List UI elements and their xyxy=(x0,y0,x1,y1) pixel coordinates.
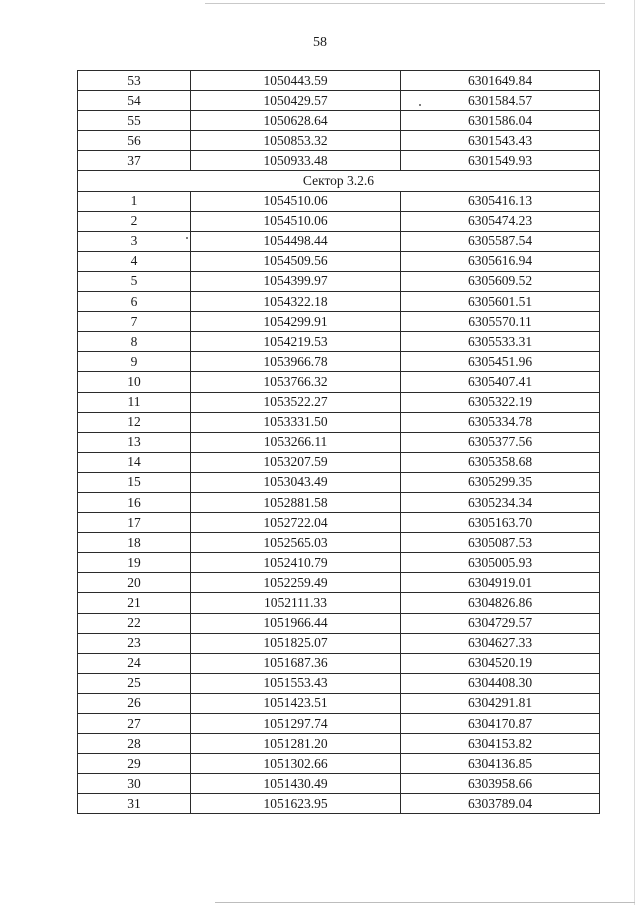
x-coordinate-cell: 1054219.53 xyxy=(191,332,401,352)
table-row xyxy=(78,392,600,412)
table-row xyxy=(78,593,600,613)
section-row xyxy=(78,171,600,191)
x-coordinate-cell: 1051430.49 xyxy=(191,774,401,794)
y-coordinate-cell: 6301543.43 xyxy=(401,131,600,151)
point-number-cell: 20 xyxy=(78,573,191,593)
table-row xyxy=(78,332,600,352)
point-number-cell: 19 xyxy=(78,553,191,573)
point-number-cell: 18 xyxy=(78,533,191,553)
point-number-cell: 30 xyxy=(78,774,191,794)
y-coordinate-cell: 6303958.66 xyxy=(401,774,600,794)
table-row xyxy=(78,131,600,151)
point-number-cell: 6 xyxy=(78,292,191,312)
x-coordinate-cell: 1051553.43 xyxy=(191,673,401,693)
y-coordinate-cell: 6304136.85 xyxy=(401,754,600,774)
table-row xyxy=(78,271,600,291)
section-title: Сектор 3.2.6 xyxy=(78,171,600,191)
rows-before xyxy=(78,71,600,171)
point-number-cell: 22 xyxy=(78,613,191,633)
point-number-cell: 7 xyxy=(78,312,191,332)
x-coordinate-cell: 1050853.32 xyxy=(191,131,401,151)
scan-speck xyxy=(186,237,188,239)
point-number-cell: 9 xyxy=(78,352,191,372)
y-coordinate-cell: 6305334.78 xyxy=(401,412,600,432)
point-number-cell: 1 xyxy=(78,191,191,211)
point-number-cell: 54 xyxy=(78,91,191,111)
table-row xyxy=(78,693,600,713)
y-coordinate-cell: 6304627.33 xyxy=(401,633,600,653)
x-coordinate-cell: 1054299.91 xyxy=(191,312,401,332)
y-coordinate-cell: 6305358.68 xyxy=(401,452,600,472)
table-row xyxy=(78,452,600,472)
table-row xyxy=(78,513,600,533)
y-coordinate-cell: 6305616.94 xyxy=(401,251,600,271)
scan-speck xyxy=(419,104,421,106)
table-row xyxy=(78,312,600,332)
table-row xyxy=(78,71,600,91)
x-coordinate-cell: 1050429.57 xyxy=(191,91,401,111)
y-coordinate-cell: 6304153.82 xyxy=(401,734,600,754)
section-header-group xyxy=(78,171,600,191)
table-row xyxy=(78,734,600,754)
x-coordinate-cell: 1054510.06 xyxy=(191,191,401,211)
table-row xyxy=(78,553,600,573)
point-number-cell: 27 xyxy=(78,714,191,734)
point-number-cell: 53 xyxy=(78,71,191,91)
y-coordinate-cell: 6301549.93 xyxy=(401,151,600,171)
table-row xyxy=(78,633,600,653)
point-number-cell: 4 xyxy=(78,251,191,271)
table-row xyxy=(78,111,600,131)
table-row xyxy=(78,231,600,251)
point-number-cell: 16 xyxy=(78,492,191,512)
x-coordinate-cell: 1050628.64 xyxy=(191,111,401,131)
table-row xyxy=(78,533,600,553)
x-coordinate-cell: 1051687.36 xyxy=(191,653,401,673)
page-edge-bottom xyxy=(215,902,635,903)
y-coordinate-cell: 6301584.57 xyxy=(401,91,600,111)
point-number-cell: 14 xyxy=(78,452,191,472)
x-coordinate-cell: 1053331.50 xyxy=(191,412,401,432)
y-coordinate-cell: 6305474.23 xyxy=(401,211,600,231)
table-row xyxy=(78,754,600,774)
x-coordinate-cell: 1051825.07 xyxy=(191,633,401,653)
x-coordinate-cell: 1053522.27 xyxy=(191,392,401,412)
y-coordinate-cell: 6305587.54 xyxy=(401,231,600,251)
table-row xyxy=(78,91,600,111)
y-coordinate-cell: 6304170.87 xyxy=(401,714,600,734)
x-coordinate-cell: 1052722.04 xyxy=(191,513,401,533)
page-edge-top xyxy=(205,3,605,4)
x-coordinate-cell: 1052565.03 xyxy=(191,533,401,553)
point-number-cell: 13 xyxy=(78,432,191,452)
y-coordinate-cell: 6304408.30 xyxy=(401,673,600,693)
point-number-cell: 31 xyxy=(78,794,191,814)
table-row xyxy=(78,352,600,372)
point-number-cell: 3 xyxy=(78,231,191,251)
x-coordinate-cell: 1053766.32 xyxy=(191,372,401,392)
point-number-cell: 37 xyxy=(78,151,191,171)
point-number-cell: 25 xyxy=(78,673,191,693)
x-coordinate-cell: 1054498.44 xyxy=(191,231,401,251)
y-coordinate-cell: 6305407.41 xyxy=(401,372,600,392)
y-coordinate-cell: 6305087.53 xyxy=(401,533,600,553)
table-row xyxy=(78,613,600,633)
y-coordinate-cell: 6305533.31 xyxy=(401,332,600,352)
y-coordinate-cell: 6303789.04 xyxy=(401,794,600,814)
y-coordinate-cell: 6304919.01 xyxy=(401,573,600,593)
x-coordinate-cell: 1054322.18 xyxy=(191,292,401,312)
table-row xyxy=(78,714,600,734)
x-coordinate-cell: 1051297.74 xyxy=(191,714,401,734)
point-number-cell: 10 xyxy=(78,372,191,392)
x-coordinate-cell: 1053207.59 xyxy=(191,452,401,472)
point-number-cell: 12 xyxy=(78,412,191,432)
x-coordinate-cell: 1050933.48 xyxy=(191,151,401,171)
table-row xyxy=(78,211,600,231)
table-row xyxy=(78,372,600,392)
table-row xyxy=(78,432,600,452)
y-coordinate-cell: 6305005.93 xyxy=(401,553,600,573)
x-coordinate-cell: 1053266.11 xyxy=(191,432,401,452)
y-coordinate-cell: 6305163.70 xyxy=(401,513,600,533)
point-number-cell: 28 xyxy=(78,734,191,754)
x-coordinate-cell: 1052259.49 xyxy=(191,573,401,593)
table-row xyxy=(78,472,600,492)
table-row xyxy=(78,573,600,593)
y-coordinate-cell: 6305377.56 xyxy=(401,432,600,452)
point-number-cell: 17 xyxy=(78,513,191,533)
x-coordinate-cell: 1050443.59 xyxy=(191,71,401,91)
x-coordinate-cell: 1054509.56 xyxy=(191,251,401,271)
y-coordinate-cell: 6304729.57 xyxy=(401,613,600,633)
x-coordinate-cell: 1053966.78 xyxy=(191,352,401,372)
point-number-cell: 55 xyxy=(78,111,191,131)
y-coordinate-cell: 6305570.11 xyxy=(401,312,600,332)
table-row xyxy=(78,492,600,512)
y-coordinate-cell: 6305451.96 xyxy=(401,352,600,372)
point-number-cell: 21 xyxy=(78,593,191,613)
y-coordinate-cell: 6305299.35 xyxy=(401,472,600,492)
point-number-cell: 26 xyxy=(78,693,191,713)
point-number-cell: 56 xyxy=(78,131,191,151)
table-row xyxy=(78,794,600,814)
table-row xyxy=(78,774,600,794)
table-row xyxy=(78,292,600,312)
table-row xyxy=(78,412,600,432)
y-coordinate-cell: 6301586.04 xyxy=(401,111,600,131)
x-coordinate-cell: 1051281.20 xyxy=(191,734,401,754)
point-number-cell: 23 xyxy=(78,633,191,653)
y-coordinate-cell: 6305234.34 xyxy=(401,492,600,512)
x-coordinate-cell: 1052881.58 xyxy=(191,492,401,512)
table-row xyxy=(78,251,600,271)
y-coordinate-cell: 6304826.86 xyxy=(401,593,600,613)
page-number: 58 xyxy=(313,35,327,50)
table-row xyxy=(78,191,600,211)
rows-after xyxy=(78,191,600,814)
x-coordinate-cell: 1052410.79 xyxy=(191,553,401,573)
y-coordinate-cell: 6301649.84 xyxy=(401,71,600,91)
point-number-cell: 15 xyxy=(78,472,191,492)
point-number-cell: 2 xyxy=(78,211,191,231)
table-row xyxy=(78,653,600,673)
point-number-cell: 29 xyxy=(78,754,191,774)
y-coordinate-cell: 6304291.81 xyxy=(401,693,600,713)
coordinates-table xyxy=(77,70,600,814)
x-coordinate-cell: 1053043.49 xyxy=(191,472,401,492)
y-coordinate-cell: 6305416.13 xyxy=(401,191,600,211)
x-coordinate-cell: 1054399.97 xyxy=(191,271,401,291)
x-coordinate-cell: 1051966.44 xyxy=(191,613,401,633)
y-coordinate-cell: 6305322.19 xyxy=(401,392,600,412)
page-edge-right xyxy=(634,0,635,905)
x-coordinate-cell: 1051423.51 xyxy=(191,693,401,713)
y-coordinate-cell: 6305609.52 xyxy=(401,271,600,291)
point-number-cell: 11 xyxy=(78,392,191,412)
x-coordinate-cell: 1051623.95 xyxy=(191,794,401,814)
y-coordinate-cell: 6305601.51 xyxy=(401,292,600,312)
x-coordinate-cell: 1052111.33 xyxy=(191,593,401,613)
point-number-cell: 24 xyxy=(78,653,191,673)
x-coordinate-cell: 1054510.06 xyxy=(191,211,401,231)
point-number-cell: 8 xyxy=(78,332,191,352)
table-row xyxy=(78,151,600,171)
y-coordinate-cell: 6304520.19 xyxy=(401,653,600,673)
x-coordinate-cell: 1051302.66 xyxy=(191,754,401,774)
table-row xyxy=(78,673,600,693)
point-number-cell: 5 xyxy=(78,271,191,291)
